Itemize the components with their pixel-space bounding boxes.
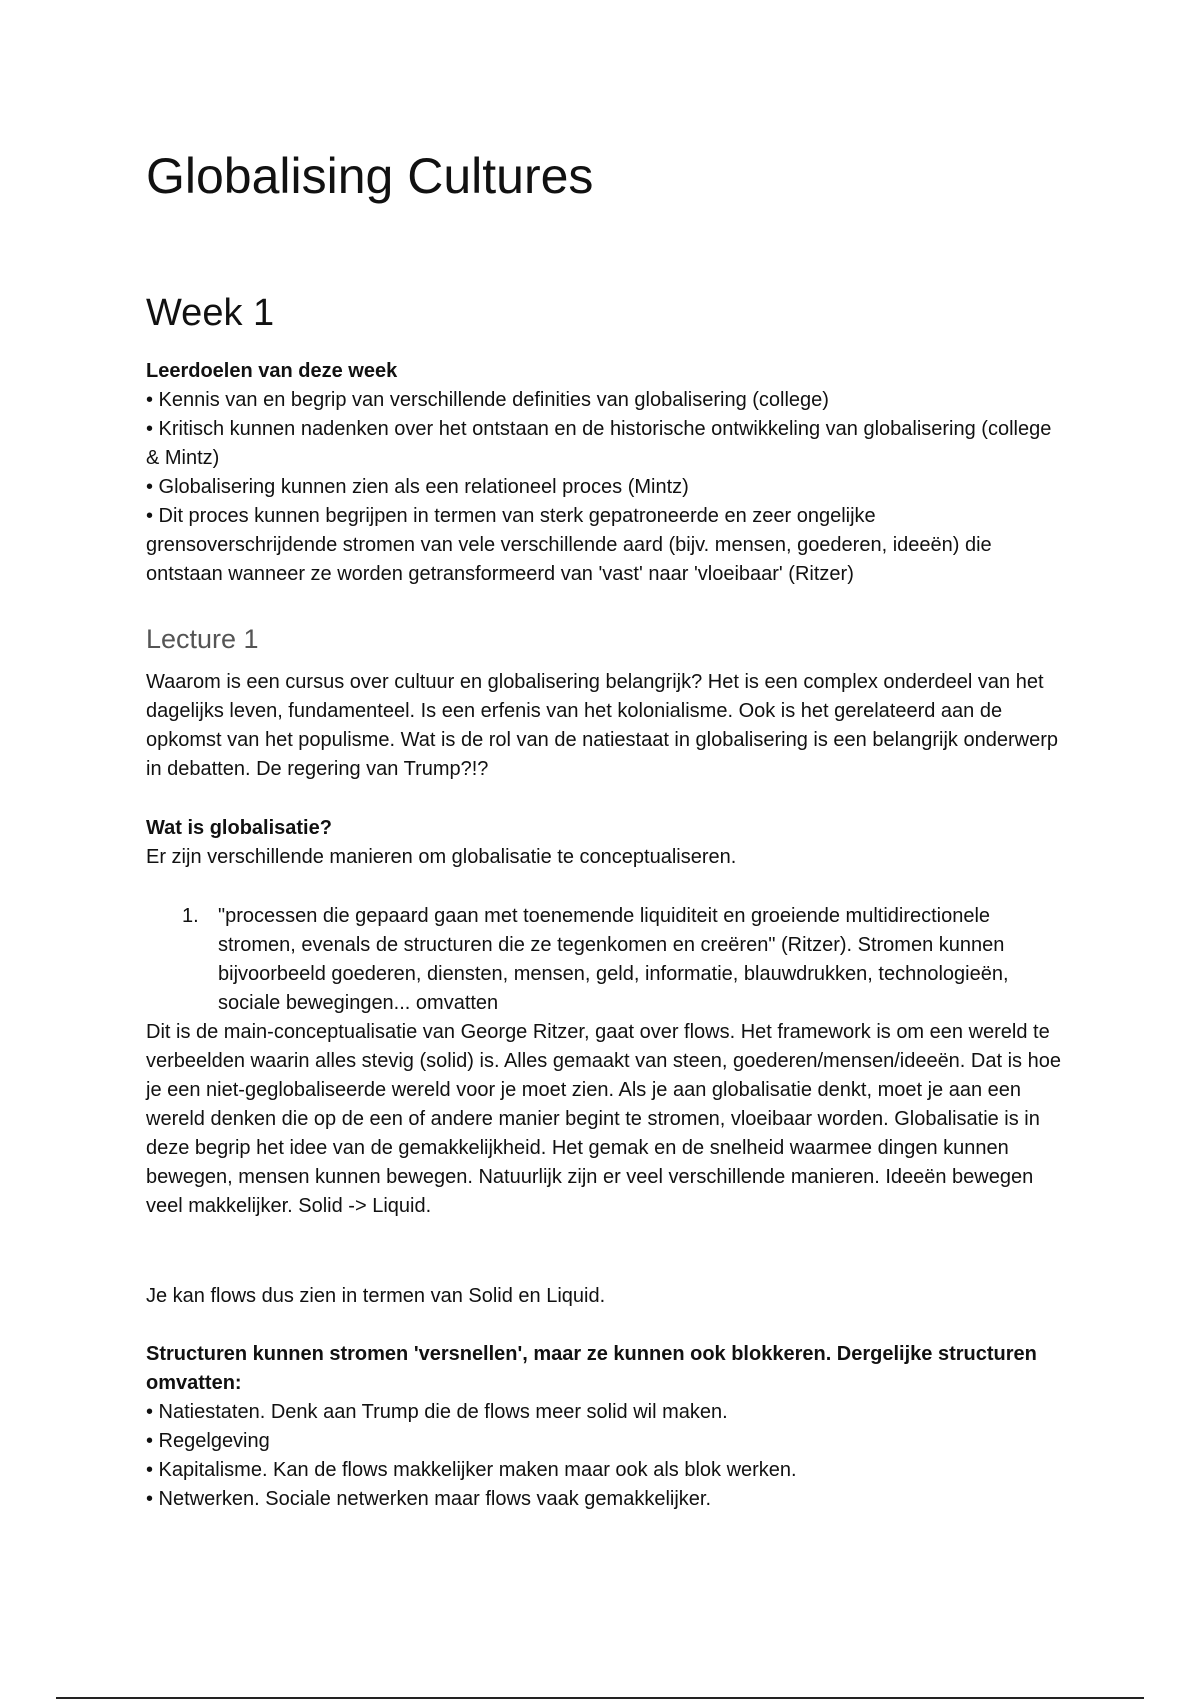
structure-item: • Regelgeving [146,1430,270,1452]
footer-divider [56,1697,1144,1699]
learning-goals-section [146,357,1066,589]
week-heading: Week 1 [146,292,275,334]
document-title: Globalising Cultures [146,148,594,204]
structure-item: • Natiestaten. Denk aan Trump die de flows meer solid wil maken. [146,1401,728,1423]
numbered-list-item [146,902,1066,1018]
goal-item: • Dit proces kunnen begrijpen in termen van sterk gepatroneerde en zeer ongelijke grensoverschrijdende stromen van vele verschillende aard (bijv. mensen, goederen, ideeën) die ontstaan wanneer ze worden getransformeerd van 'vast' naar 'vloeibaar' (Ritzer) [146,505,992,585]
structures-section [146,1340,1066,1514]
list-item-text: "processen die gepaard gaan met toenemende liquiditeit en groeiende multidirectionele stromen, evenals de structuren die ze tegenkomen en creëren" (Ritzer). Stromen kunnen bijvoorbeeld goederen, diensten, mensen, geld, informatie, blauwdrukken, technologieën, sociale bewegingen... omvatten [218,905,1009,1014]
what-is-heading: Wat is globalisatie? [146,817,332,839]
what-is-text: Er zijn verschillende manieren om globalisatie te conceptualiseren. [146,846,737,868]
goal-item: • Kritisch kunnen nadenken over het ontstaan en de historische ontwikkeling van globalisering (college & Mintz) [146,418,1052,469]
goal-item: • Kennis van en begrip van verschillende definities van globalisering (college) [146,389,829,411]
lecture-heading: Lecture 1 [146,624,259,654]
definition-section [146,814,1066,872]
list-number: 1. [182,905,199,927]
structure-item: • Netwerken. Sociale netwerken maar flows vaak gemakkelijker. [146,1488,712,1510]
goals-heading: Leerdoelen van deze week [146,360,398,382]
ritzer-paragraph: Dit is de main-conceptualisatie van George Ritzer, gaat over flows. Het framework is om een wereld te verbeelden waarin alles stevig (solid) is. Alles gemaakt van steen, goederen/mensen/ideeën. Dat is hoe je een niet-geglobaliseerde wereld voor je moet zien. Als je aan globalisatie denkt, moet je aan een wereld denken die op de een of andere manier begint te stromen, vloeibaar worden. Globalisatie is in deze begrip het idee van de gemakkelijkheid. Het gemak en de snelheid waarmee dingen kunnen bewegen, mensen kunnen bewegen. Natuurlijk zijn er veel verschillende manieren. Ideeën bewegen veel makkelijker. Solid -> Liquid. [146,1021,1061,1217]
goal-item: • Globalisering kunnen zien als een relationeel proces (Mintz) [146,476,689,498]
lecture-intro: Waarom is een cursus over cultuur en globalisering belangrijk? Het is een complex onderdeel van het dagelijks leven, fundamenteel. Is een erfenis van het kolonialisme. Ook is het gerelateerd aan de opkomst van het populisme. Wat is de rol van de natiestaat in globalisering is een belangrijk onderwerp in debatten. De regering van Trump?!? [146,671,1058,780]
flows-paragraph: Je kan flows dus zien in termen van Solid en Liquid. [146,1285,606,1307]
structures-heading: Structuren kunnen stromen 'versnellen', maar ze kunnen ook blokkeren. Dergelijke structuren omvatten: [146,1343,1037,1394]
structure-item: • Kapitalisme. Kan de flows makkelijker maken maar ook als blok werken. [146,1459,797,1481]
